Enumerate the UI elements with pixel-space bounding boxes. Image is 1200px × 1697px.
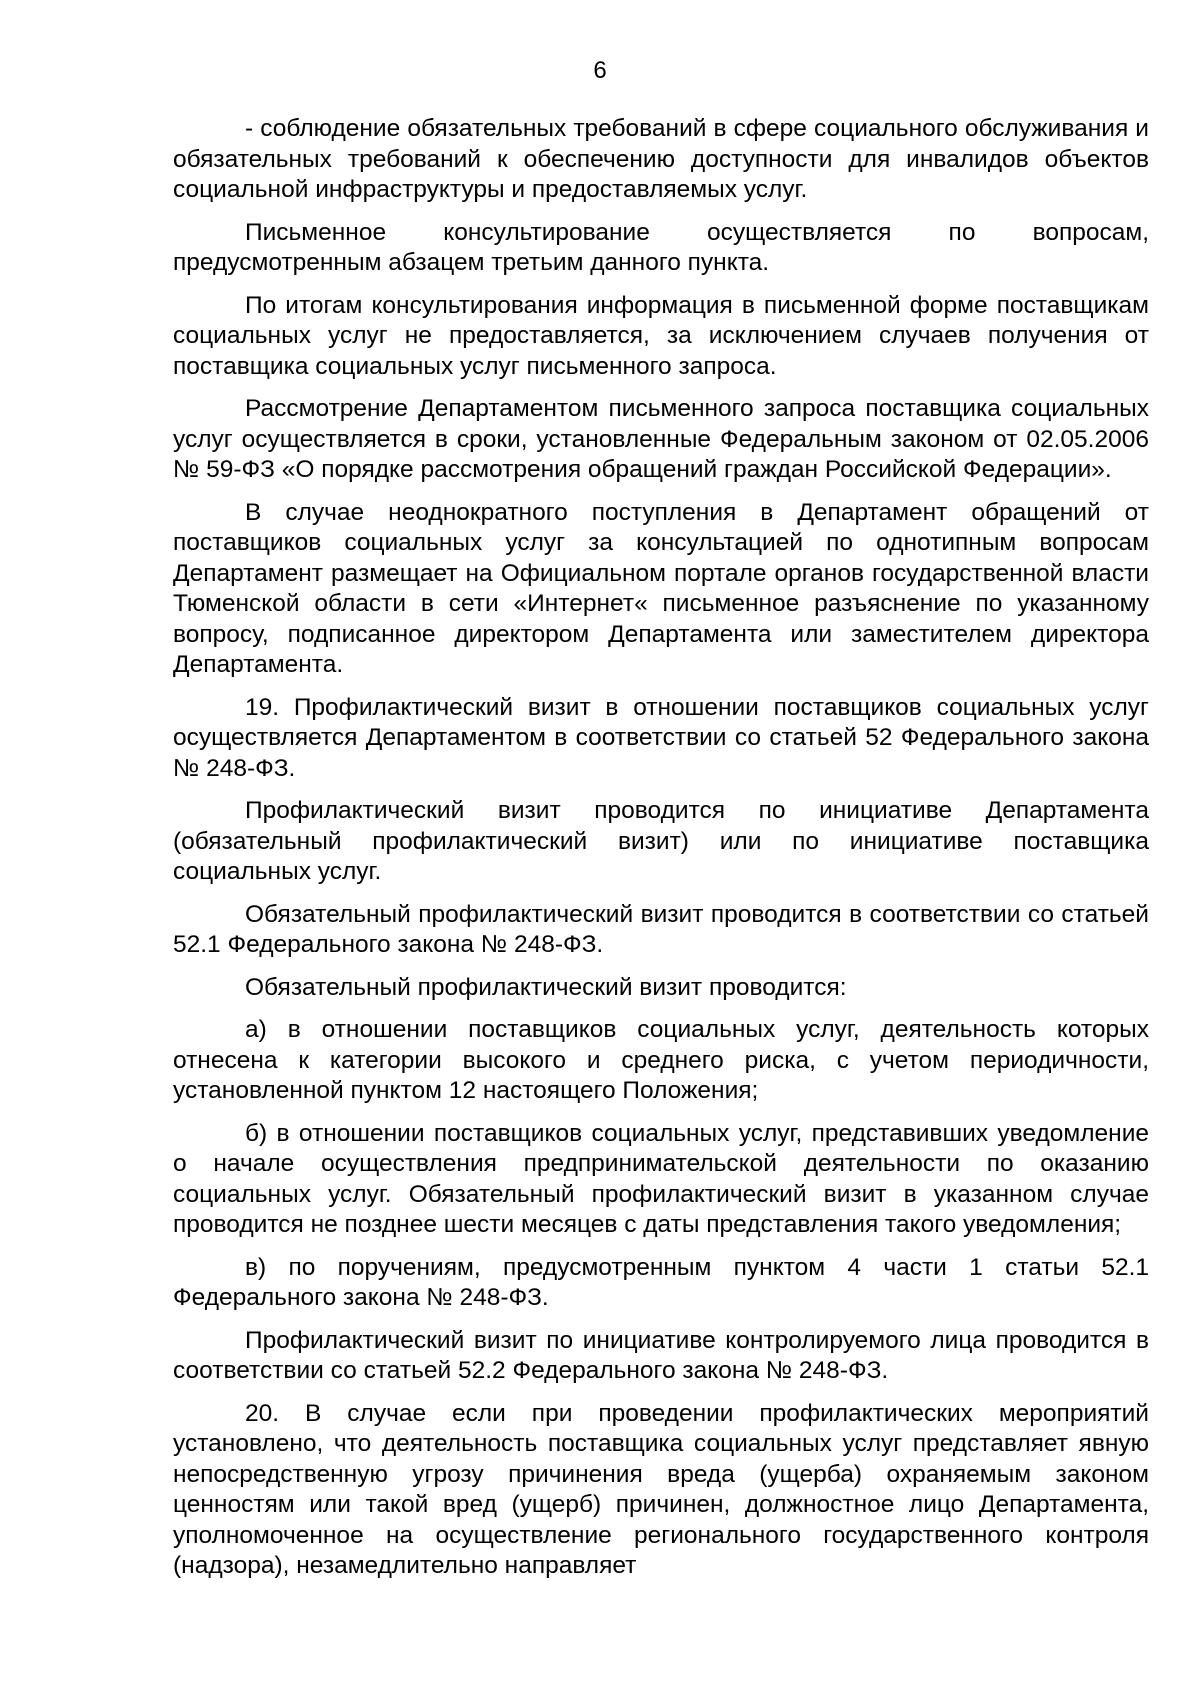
- paragraph-controlled-person-initiative: Профилактический визит по инициативе контролируемого лица проводится в соответствии со статьей 52.2 Федерального закона № 248-ФЗ.: [173, 1326, 1149, 1384]
- list-item-v: в) по поручениям, предусмотренным пунктом 4 части 1 статьи 52.1 Федерального закона № 248-ФЗ.: [173, 1253, 1149, 1311]
- paragraph-repeated-requests: В случае неоднократного поступления в Департамент обращений от поставщиков социальных услуг за консультацией по однотипным вопросам Департамент размещает на Официальном портале органов государственной власти Тюменской области в сети «Интернет« письменное разъяснение по указанному вопросу, подписанное директором Департамента или заместителем директора Департамента.: [173, 498, 1149, 678]
- paragraph-written-consulting: Письменное консультирование осуществляется по вопросам, предусмотренным абзацем третьим данного пункта.: [173, 218, 1149, 276]
- list-item-b: б) в отношении поставщиков социальных услуг, представивших уведомление о начале осуществления предпринимательской деятельности по оказанию социальных услуг. Обязательный профилактический визит в указанном случае проводится не позднее шести месяцев с даты представления такого уведомления;: [173, 1119, 1149, 1238]
- paragraph-request-review: Рассмотрение Департаментом письменного запроса поставщика социальных услуг осуществляется в сроки, установленные Федеральным законом от 02.05.2006 № 59-ФЗ «О порядке рассмотрения обращений граждан Российской Федерации».: [173, 395, 1149, 483]
- paragraph-visit-initiative: Профилактический визит проводится по инициативе Департамента (обязательный профилактический визит) или по инициативе поставщика социальных услуг.: [173, 797, 1149, 885]
- paragraph-requirements-item: - соблюдение обязательных требований в сфере социального обслуживания и обязательных требований к обеспечению доступности для инвалидов объектов социальной инфраструктуры и предоставляемых услуг.: [173, 115, 1149, 203]
- paragraph-item-19: 19. Профилактический визит в отношении поставщиков социальных услуг осуществляется Департаментом в соответствии со статьей 52 Федерального закона № 248-ФЗ.: [173, 693, 1149, 782]
- paragraph-mandatory-visit: Обязательный профилактический визит проводится в соответствии со статьей 52.1 Федерального закона № 248-ФЗ.: [173, 900, 1149, 958]
- paragraph-consulting-results: По итогам консультирования информация в письменной форме поставщикам социальных услуг не предоставляется, за исключением случаев получения от поставщика социальных услуг письменного запроса.: [173, 291, 1149, 380]
- document-body: [173, 114, 1149, 1594]
- page-number: 6: [593, 57, 607, 84]
- paragraph-mandatory-visit-list-intro: Обязательный профилактический визит проводится:: [245, 973, 847, 1001]
- list-item-a: а) в отношении поставщиков социальных услуг, деятельность которых отнесена к категории высокого и среднего риска, с учетом периодичности, установленной пунктом 12 настоящего Положения;: [173, 1016, 1149, 1104]
- paragraph-item-20: 20. В случае если при проведении профилактических мероприятий установлено, что деятельность поставщика социальных услуг представляет явную непосредственную угрозу причинения вреда (ущерба) охраняемым законом ценностям или такой вред (ущерб) причинен, должностное лицо Департамента, уполномоченное на осуществление регионального государственного контроля (надзора), незамедлительно направляет: [173, 1399, 1149, 1579]
